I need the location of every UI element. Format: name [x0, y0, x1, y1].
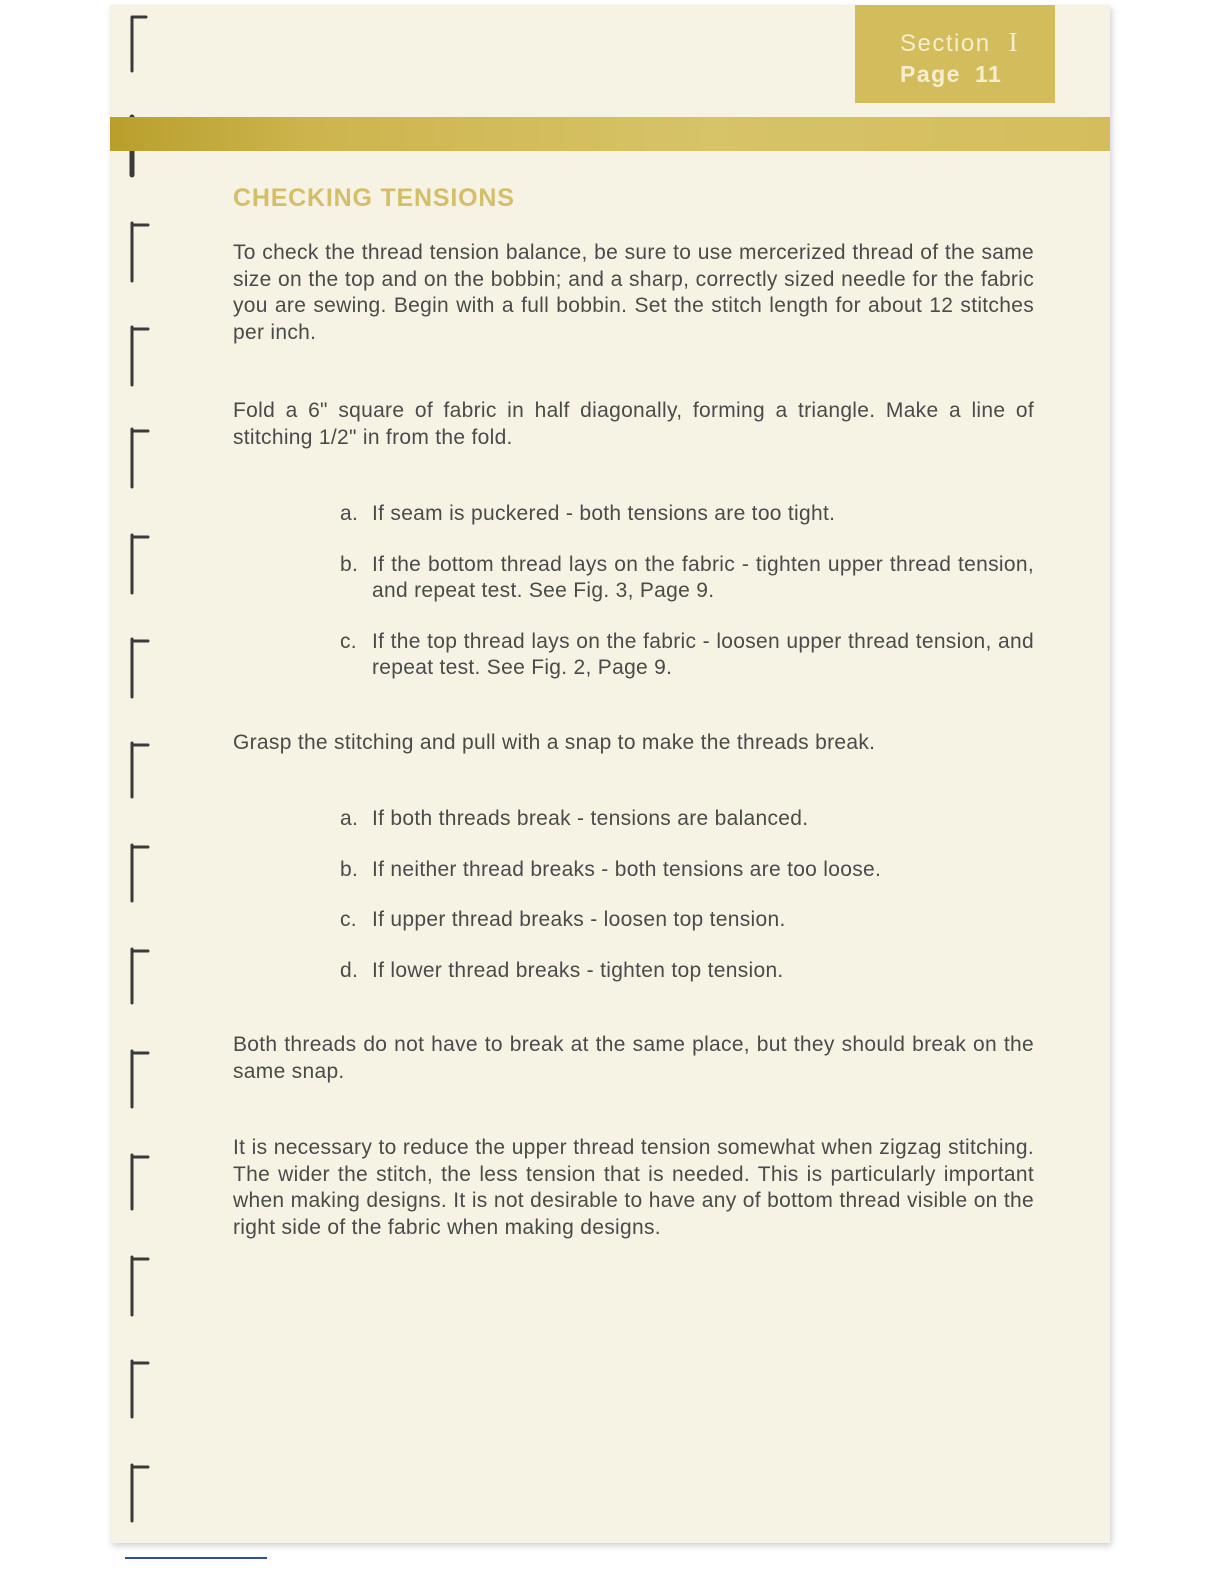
fold-paragraph: Fold a 6" square of fabric in half diagonally, forming a triangle. Make a line of stitching 1/2" in from the fold.: [233, 399, 1034, 449]
list-item-text: If neither thread breaks - both tensions are too loose.: [372, 857, 882, 881]
list-item-text: If the bottom thread lays on the fabric - tighten upper thread tension, and repeat test. See Fig. 3, Page 9.: [372, 552, 1034, 602]
list-marker: b.: [340, 552, 359, 576]
binder-holes: [110, 5, 170, 1543]
list-item-text: If lower thread breaks - tighten top tension.: [372, 958, 784, 982]
list-item: [340, 552, 1034, 605]
list-marker: d.: [340, 958, 359, 982]
section-label: [900, 27, 1019, 58]
list-item: [340, 857, 1034, 884]
list-marker: b.: [340, 857, 359, 881]
page-label: [900, 61, 1002, 88]
page-word: Page: [900, 61, 961, 87]
bottom-rule: [125, 1557, 267, 1559]
page-title: CHECKING TENSIONS: [233, 184, 515, 212]
grasp-paragraph: Grasp the stitching and pull with a snap to make the threads break.: [233, 730, 876, 754]
list-item: [340, 958, 1034, 985]
seam-checks-list: [340, 501, 1034, 682]
manual-page: [110, 5, 1110, 1543]
list-item: [340, 629, 1034, 682]
list-item: [340, 501, 1034, 528]
both-threads-paragraph: Both threads do not have to break at the same place, but they should break on the same snap.: [233, 1033, 1034, 1083]
thread-break-list: [340, 806, 1034, 984]
list-item-text: If the top thread lays on the fabric - loosen upper thread tension, and repeat test. See Fig. 2, Page 9.: [372, 629, 1034, 679]
list-item: [340, 907, 1034, 934]
intro-paragraph: To check the thread tension balance, be sure to use mercerized thread of the same size on the top and on the bobbin; and a sharp, correctly sized needle for the fabric you are sewing. Begin with a full bobbin. Set the stitch length for about 12 stitches per inch.: [233, 241, 1034, 344]
list-marker: c.: [340, 908, 357, 931]
section-word: Section: [900, 30, 991, 57]
list-marker: a.: [340, 807, 359, 830]
list-item-text: If seam is puckered - both tensions are too tight.: [372, 502, 836, 525]
list-marker: c.: [340, 629, 357, 653]
list-item: [340, 806, 1034, 833]
header-band: [110, 117, 1110, 151]
list-item-text: If both threads break - tensions are balanced.: [372, 807, 809, 830]
list-marker: a.: [340, 502, 359, 525]
list-item-text: If upper thread breaks - loosen top tension.: [372, 908, 786, 931]
page-content: [233, 183, 1034, 1241]
section-numeral: I: [1008, 27, 1020, 57]
page-number: 11: [974, 61, 1003, 87]
zigzag-paragraph: It is necessary to reduce the upper thread tension somewhat when zigzag stitching. The wider the stitch, the less tension that is needed. This is particularly important when making designs. It is not desirable to have any of bottom thread visible on the right side of the fabric when making designs.: [233, 1136, 1034, 1239]
